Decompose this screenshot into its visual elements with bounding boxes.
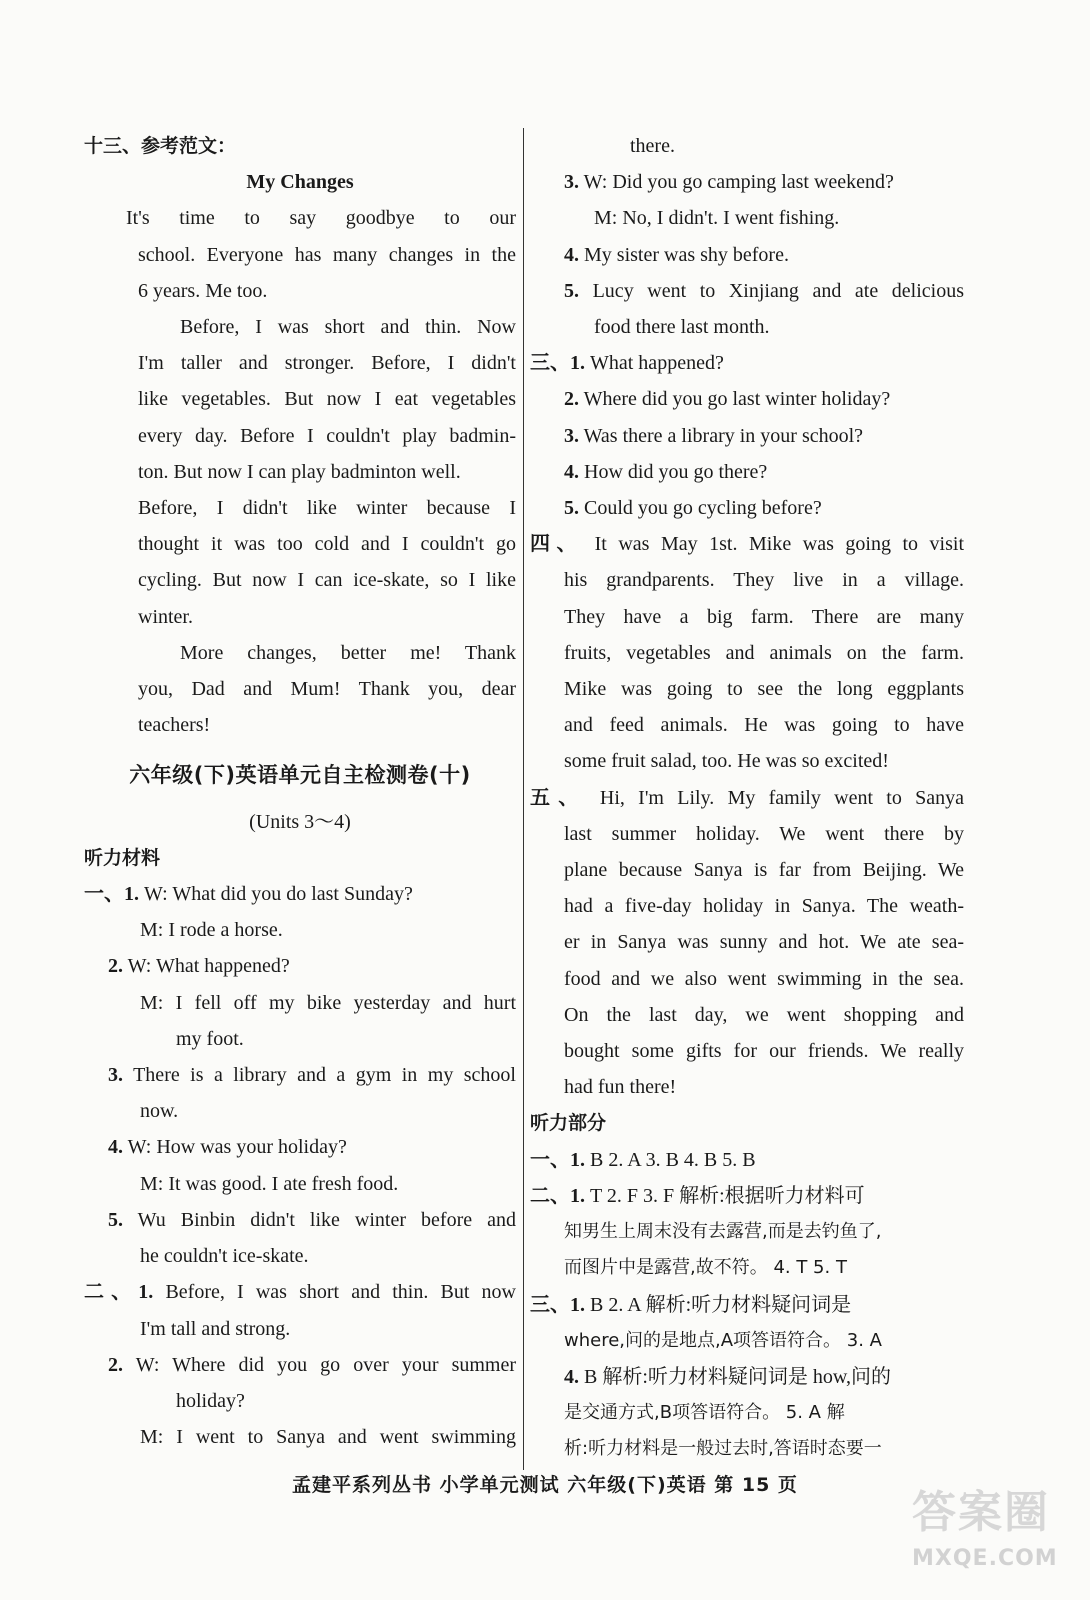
right-line bbox=[530, 888, 964, 924]
line-text: (Units 3～4) bbox=[249, 810, 351, 833]
right-line bbox=[530, 1431, 964, 1467]
left-line bbox=[84, 1021, 516, 1057]
right-line bbox=[530, 164, 964, 200]
right-line bbox=[530, 961, 964, 997]
line-text: More changes, better me! Thank bbox=[180, 641, 516, 664]
line-text: I'm tall and strong. bbox=[140, 1317, 291, 1340]
line-text: It's time to say goodbye to our bbox=[126, 207, 516, 230]
line-text: There is a library and a gym in my school bbox=[133, 1064, 516, 1087]
line-text: holiday? bbox=[176, 1389, 245, 1412]
line-text: had fun there! bbox=[564, 1076, 677, 1099]
line-text: 知男生上周末没有去露营,而是去钓鱼了, bbox=[564, 1221, 882, 1243]
right-line bbox=[530, 381, 964, 417]
right-line bbox=[530, 1069, 964, 1105]
line-text: 听力材料 bbox=[84, 846, 161, 869]
line-text: B 解析:听力材料疑问词是 how,问的 bbox=[584, 1365, 892, 1388]
right-line bbox=[530, 671, 964, 707]
line-text: you, Dad and Mum! Thank you, dear bbox=[138, 678, 516, 701]
right-line bbox=[530, 852, 964, 888]
left-line bbox=[84, 1383, 516, 1419]
line-text: Was there a library in your school? bbox=[583, 424, 864, 447]
line-text: W: What happened? bbox=[127, 955, 290, 978]
line-text: W: Where did you go over your summer bbox=[135, 1353, 517, 1376]
right-line bbox=[530, 200, 964, 236]
left-line bbox=[84, 200, 516, 236]
line-text: now. bbox=[140, 1100, 179, 1123]
item-number: 五、 bbox=[530, 786, 587, 809]
line-text: thought it was too cold and I couldn't go bbox=[138, 533, 516, 556]
right-line bbox=[530, 1105, 964, 1141]
left-line bbox=[84, 804, 516, 840]
line-text: food there last month. bbox=[594, 316, 770, 339]
left-line bbox=[84, 1347, 516, 1383]
left-line bbox=[84, 1166, 516, 1202]
line-text: Lucy went to Xinjiang and ate delicious bbox=[592, 279, 965, 302]
line-text: 听力部分 bbox=[530, 1112, 607, 1135]
left-line bbox=[84, 1238, 516, 1274]
line-text: M: I went to Sanya and went swimming bbox=[140, 1426, 516, 1449]
left-line bbox=[84, 757, 516, 793]
line-text: there. bbox=[630, 135, 675, 157]
line-text: plane because Sanya is far from Beijing. We bbox=[564, 859, 964, 882]
item-number: 5. bbox=[564, 279, 579, 302]
right-line bbox=[530, 635, 964, 671]
right-line bbox=[530, 1178, 964, 1214]
left-line bbox=[84, 599, 516, 635]
left-line bbox=[84, 164, 516, 200]
right-column bbox=[530, 128, 964, 1468]
column-divider bbox=[523, 128, 524, 1470]
item-number: 4. bbox=[564, 460, 579, 483]
left-line bbox=[84, 1274, 516, 1310]
right-line bbox=[530, 418, 964, 454]
line-text: W: What did you do last Sunday? bbox=[144, 883, 413, 906]
item-number: 3. bbox=[108, 1064, 123, 1087]
left-line bbox=[84, 1419, 516, 1455]
line-text: 是交通方式,B项答语符合。 5. A 解 bbox=[564, 1402, 845, 1424]
watermark-text: 答案圈 bbox=[912, 1487, 1050, 1538]
right-line bbox=[530, 1287, 964, 1323]
right-line bbox=[530, 816, 964, 852]
left-line bbox=[84, 1129, 516, 1165]
left-line bbox=[84, 237, 516, 273]
right-line bbox=[530, 997, 964, 1033]
line-text: How did you go there? bbox=[584, 460, 768, 483]
line-text: W: Did you go camping last weekend? bbox=[583, 171, 894, 194]
line-text: M: I rode a horse. bbox=[140, 919, 283, 942]
left-line bbox=[84, 381, 516, 417]
line-text: M: I fell off my bike yesterday and hurt bbox=[140, 991, 516, 1014]
item-number: 四、 bbox=[530, 533, 584, 556]
item-number: 二、1. bbox=[530, 1184, 585, 1207]
line-text: he couldn't ice-skate. bbox=[140, 1245, 309, 1268]
line-text: winter. bbox=[138, 605, 193, 628]
line-text: bought some gifts for our friends. We really bbox=[564, 1040, 964, 1063]
line-text: where,问的是地点,A项答语符合。 3. A bbox=[564, 1329, 882, 1351]
line-text: food and we also went swimming in the sea. bbox=[564, 967, 964, 990]
line-text: fruits, vegetables and animals on the farm. bbox=[564, 641, 964, 664]
line-text: W: How was your holiday? bbox=[127, 1136, 347, 1159]
left-line bbox=[84, 707, 516, 743]
line-text: 析:听力材料是一般过去时,答语时态要一 bbox=[564, 1438, 882, 1460]
line-text: B 2. A 解析:听力材料疑问词是 bbox=[590, 1293, 852, 1316]
left-line bbox=[84, 418, 516, 454]
item-number: 三、1. bbox=[530, 1293, 585, 1316]
line-text: had a five-day holiday in Sanya. The weath- bbox=[564, 895, 964, 918]
left-line bbox=[84, 1311, 516, 1347]
line-text: M: It was good. I ate fresh food. bbox=[140, 1172, 399, 1195]
line-text: Could you go cycling before? bbox=[584, 497, 822, 520]
right-line bbox=[530, 1142, 964, 1178]
left-line bbox=[84, 948, 516, 984]
item-number: 5. bbox=[108, 1208, 123, 1231]
left-line bbox=[84, 985, 516, 1021]
right-line bbox=[530, 599, 964, 635]
line-text: er in Sanya was sunny and hot. We ate sea- bbox=[564, 931, 964, 954]
left-line bbox=[84, 671, 516, 707]
line-text: Mike was going to see the long eggplants bbox=[564, 678, 964, 701]
line-text: cycling. But now I can ice-skate, so I like bbox=[138, 569, 516, 592]
left-line bbox=[84, 273, 516, 309]
left-line bbox=[84, 562, 516, 598]
line-text: my foot. bbox=[176, 1027, 244, 1050]
line-text: and feed animals. He was going to have bbox=[564, 714, 964, 737]
line-text: Before, I was short and thin. But now bbox=[165, 1281, 516, 1304]
right-line bbox=[530, 1214, 964, 1250]
right-line bbox=[530, 780, 964, 816]
left-line bbox=[84, 345, 516, 381]
item-number: 一、1. bbox=[84, 883, 139, 906]
left-line bbox=[84, 1202, 516, 1238]
left-column bbox=[84, 128, 516, 1455]
line-text: 六年级(下)英语单元自主检测卷(十) bbox=[129, 763, 471, 788]
line-text: B 2. A 3. B 4. B 5. B bbox=[590, 1148, 756, 1171]
right-line bbox=[530, 743, 964, 779]
right-line bbox=[530, 526, 964, 562]
left-line bbox=[84, 840, 516, 876]
line-text: What happened? bbox=[590, 352, 724, 375]
line-text: Where did you go last winter holiday? bbox=[583, 388, 891, 411]
line-text: Before, I was short and thin. Now bbox=[180, 316, 516, 339]
left-line bbox=[84, 1093, 516, 1129]
item-number: 2. bbox=[108, 955, 123, 978]
right-line bbox=[530, 454, 964, 490]
item-number: 2. bbox=[564, 388, 579, 411]
right-line bbox=[530, 128, 964, 164]
line-text: They have a big farm. There are many bbox=[564, 605, 964, 628]
line-text: My Changes bbox=[246, 171, 354, 194]
right-line bbox=[530, 237, 964, 273]
line-text: like vegetables. But now I eat vegetables bbox=[138, 388, 516, 411]
line-text: last summer holiday. We went there by bbox=[564, 822, 964, 845]
right-line bbox=[530, 1250, 964, 1286]
left-line bbox=[84, 309, 516, 345]
line-text: On the last day, we went shopping and bbox=[564, 1003, 964, 1026]
left-line bbox=[84, 454, 516, 490]
right-line bbox=[530, 707, 964, 743]
right-line bbox=[530, 490, 964, 526]
line-text: Wu Binbin didn't like winter before and bbox=[137, 1208, 517, 1231]
right-line bbox=[530, 273, 964, 309]
item-number: 4. bbox=[108, 1136, 123, 1159]
right-line bbox=[530, 562, 964, 598]
left-line bbox=[84, 635, 516, 671]
right-line bbox=[530, 309, 964, 345]
watermark-url: MXQE.COM bbox=[912, 1546, 1058, 1571]
item-number: 一、1. bbox=[530, 1148, 585, 1171]
left-line bbox=[84, 1057, 516, 1093]
line-text: It was May 1st. Mike was going to visit bbox=[594, 533, 965, 556]
line-text: 十三、参考范文： bbox=[84, 135, 237, 157]
watermark-logo bbox=[912, 1476, 1058, 1586]
left-line bbox=[84, 490, 516, 526]
right-line bbox=[530, 345, 964, 381]
line-text: 而图片中是露营,故不符。 4. T 5. T bbox=[564, 1257, 847, 1279]
line-text: teachers! bbox=[138, 714, 211, 737]
item-number: 3. bbox=[564, 171, 579, 194]
right-line bbox=[530, 1395, 964, 1431]
right-line bbox=[530, 1323, 964, 1359]
item-number: 二、1. bbox=[84, 1281, 154, 1304]
line-text: My sister was shy before. bbox=[584, 243, 789, 266]
left-line bbox=[84, 128, 516, 164]
line-text: his grandparents. They live in a village. bbox=[564, 569, 964, 592]
item-number: 5. bbox=[564, 497, 579, 520]
line-text: every day. Before I couldn't play badmin- bbox=[138, 424, 516, 447]
item-number: 4. bbox=[564, 243, 579, 266]
line-text: Before, I didn't like winter because I bbox=[138, 497, 516, 520]
right-line bbox=[530, 1359, 964, 1395]
line-text: ton. But now I can play badminton well. bbox=[138, 460, 461, 483]
line-text: school. Everyone has many changes in the bbox=[138, 243, 516, 266]
line-text: 6 years. Me too. bbox=[138, 279, 268, 302]
line-text: Hi, I'm Lily. My family went to Sanya bbox=[599, 786, 965, 809]
left-line bbox=[84, 912, 516, 948]
item-number: 4. bbox=[564, 1365, 579, 1388]
item-number: 3. bbox=[564, 424, 579, 447]
item-number: 2. bbox=[108, 1353, 123, 1376]
left-line bbox=[84, 876, 516, 912]
line-text: I'm taller and stronger. Before, I didn't bbox=[138, 352, 516, 375]
right-line bbox=[530, 924, 964, 960]
page-footer: 孟建平系列丛书 小学单元测试 六年级(下)英语 第 15 页 bbox=[292, 1474, 798, 1496]
left-line bbox=[84, 526, 516, 562]
line-text: T 2. F 3. F 解析:根据听力材料可 bbox=[590, 1184, 865, 1207]
right-line bbox=[530, 1033, 964, 1069]
item-number: 三、1. bbox=[530, 352, 585, 375]
line-text: M: No, I didn't. I went fishing. bbox=[594, 207, 840, 230]
line-text: some fruit salad, too. He was so excited! bbox=[564, 750, 889, 773]
